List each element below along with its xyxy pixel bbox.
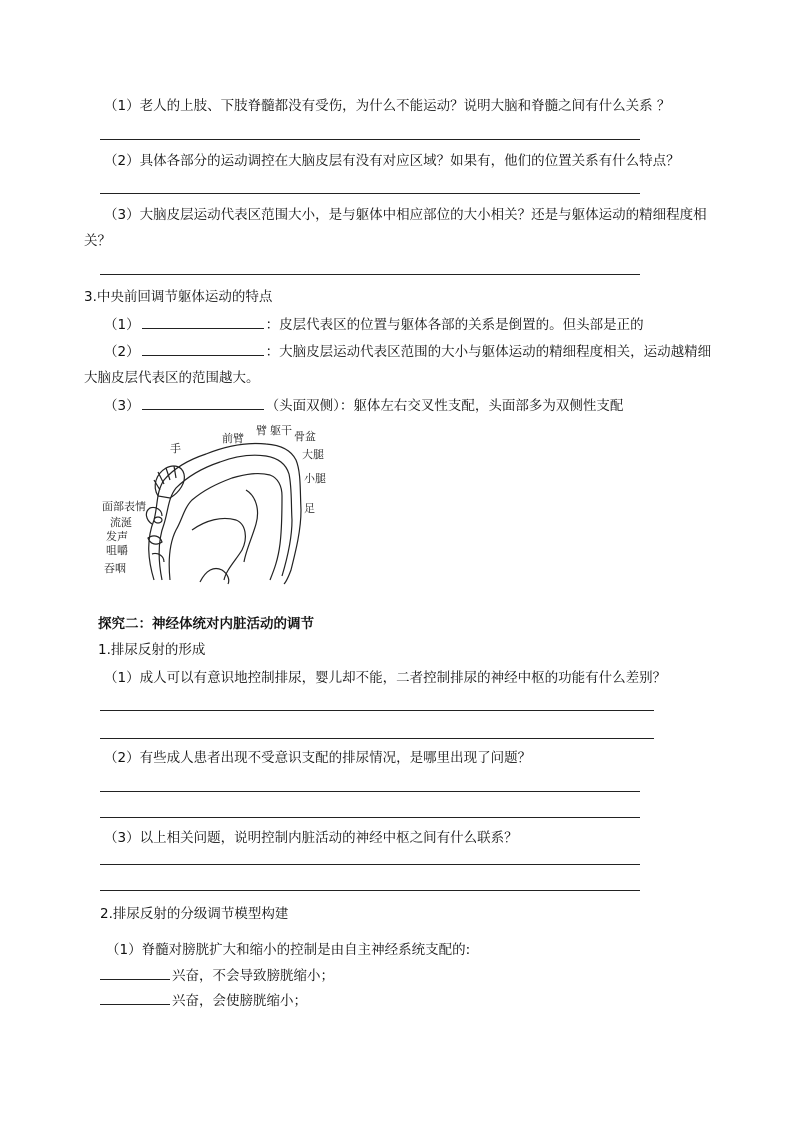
fill-blank[interactable] <box>142 341 264 356</box>
question-3-line1: （3）大脑皮层运动代表区范围大小，是与躯体中相应部位的大小相关？还是与躯体运动的精细程度相 <box>104 207 707 223</box>
cortex-inner-2 <box>169 474 282 580</box>
jaw <box>152 553 164 562</box>
section-2-heading: 2.排尿反射的分级调节模型构建 <box>100 906 289 922</box>
answer-line[interactable] <box>100 791 640 792</box>
label-hand: 手 <box>170 442 181 455</box>
answer-line[interactable] <box>100 274 640 275</box>
label-arm: 臂 <box>256 424 267 437</box>
cortex-inner-1 <box>159 455 292 580</box>
item-prefix: （1） <box>104 317 140 333</box>
line-text: 兴奋，会使膀胱缩小； <box>172 993 307 1009</box>
label-face: 面部表情 <box>102 500 146 513</box>
section-2-p1: （1）脊髓对膀胱扩大和缩小的控制是由自主神经系统支配的: <box>106 942 471 958</box>
item-prefix: （2） <box>104 344 140 360</box>
section-2-line-b <box>100 990 307 1011</box>
brainstem <box>200 569 229 585</box>
hand-region <box>155 466 184 498</box>
item-text: （头面双侧）：躯体左右交叉性支配，头面部多为双侧性支配 <box>265 398 624 414</box>
answer-line[interactable] <box>100 817 640 818</box>
fill-blank[interactable] <box>100 990 170 1005</box>
cortex-outline <box>149 443 301 584</box>
explore-2-question-2: （2）有些成人患者出现不受意识支配的排尿情况，是哪里出现了问题？ <box>104 750 532 766</box>
answer-line[interactable] <box>100 890 640 891</box>
sulcus <box>192 518 245 580</box>
explore-2-heading: 探究二：神经体统对内脏活动的调节 <box>98 616 314 632</box>
label-thigh: 大腿 <box>302 448 324 461</box>
item-text: ：大脑皮层运动代表区范围的大小与躯体运动的精细程度相关，运动越精细 <box>265 344 712 360</box>
section-3-item-1 <box>104 314 644 335</box>
question-3-line2: 关？ <box>84 233 111 249</box>
answer-line[interactable] <box>100 710 654 711</box>
motor-cortex-diagram <box>96 420 356 585</box>
explore-2-question-3: （3）以上相关问题，说明控制内脏活动的神经中枢之间有什么联系？ <box>104 830 518 846</box>
fill-blank[interactable] <box>100 965 170 980</box>
section-3-item-2 <box>104 341 711 362</box>
fill-blank[interactable] <box>142 395 264 410</box>
question-1: （1）老人的上肢、下肢脊髓都没有受伤，为什么不能运动？说明大脑和脊髓之间有什么关系 ？ <box>104 98 671 114</box>
question-2: （2）具体各部分的运动调控在大脑皮层有没有对应区域？如果有，他们的位置关系有什么特点？ <box>104 153 680 169</box>
answer-line[interactable] <box>100 738 654 739</box>
label-calf: 小腿 <box>304 472 326 485</box>
line-text: 兴奋，不会导致膀胱缩小； <box>172 968 334 984</box>
section-3-item-2-cont: 大脑皮层代表区的范围越大。 <box>84 370 260 386</box>
explore-2-sub-1: 1.排尿反射的形成 <box>98 642 206 658</box>
sulcus <box>244 490 258 562</box>
answer-line[interactable] <box>100 864 640 865</box>
explore-2-question-1: （1）成人可以有意识地控制排尿，婴儿却不能，二者控制排尿的神经中枢的功能有什么差别？ <box>104 670 667 686</box>
label-chew: 咀嚼 <box>106 544 128 557</box>
fill-blank[interactable] <box>142 314 264 329</box>
label-trunk: 躯干 <box>270 424 292 437</box>
label-forearm: 前臂 <box>222 432 244 445</box>
label-voice: 发声 <box>106 530 128 543</box>
section-2-line-a <box>100 965 334 986</box>
section-3-item-3 <box>104 395 623 416</box>
label-swallow: 吞咽 <box>104 562 126 575</box>
item-text: ：皮层代表区的位置与躯体各部的关系是倒置的。但头部是正的 <box>265 317 644 333</box>
label-pelvis: 骨盆 <box>294 430 316 443</box>
section-3-heading: 3.中央前回调节躯体运动的特点 <box>84 289 273 305</box>
answer-line[interactable] <box>100 139 640 140</box>
item-prefix: （3） <box>104 398 140 414</box>
label-foot: 足 <box>304 502 315 515</box>
answer-line[interactable] <box>100 193 640 194</box>
eye-mark <box>154 517 162 523</box>
label-tears: 流涎 <box>110 516 132 529</box>
